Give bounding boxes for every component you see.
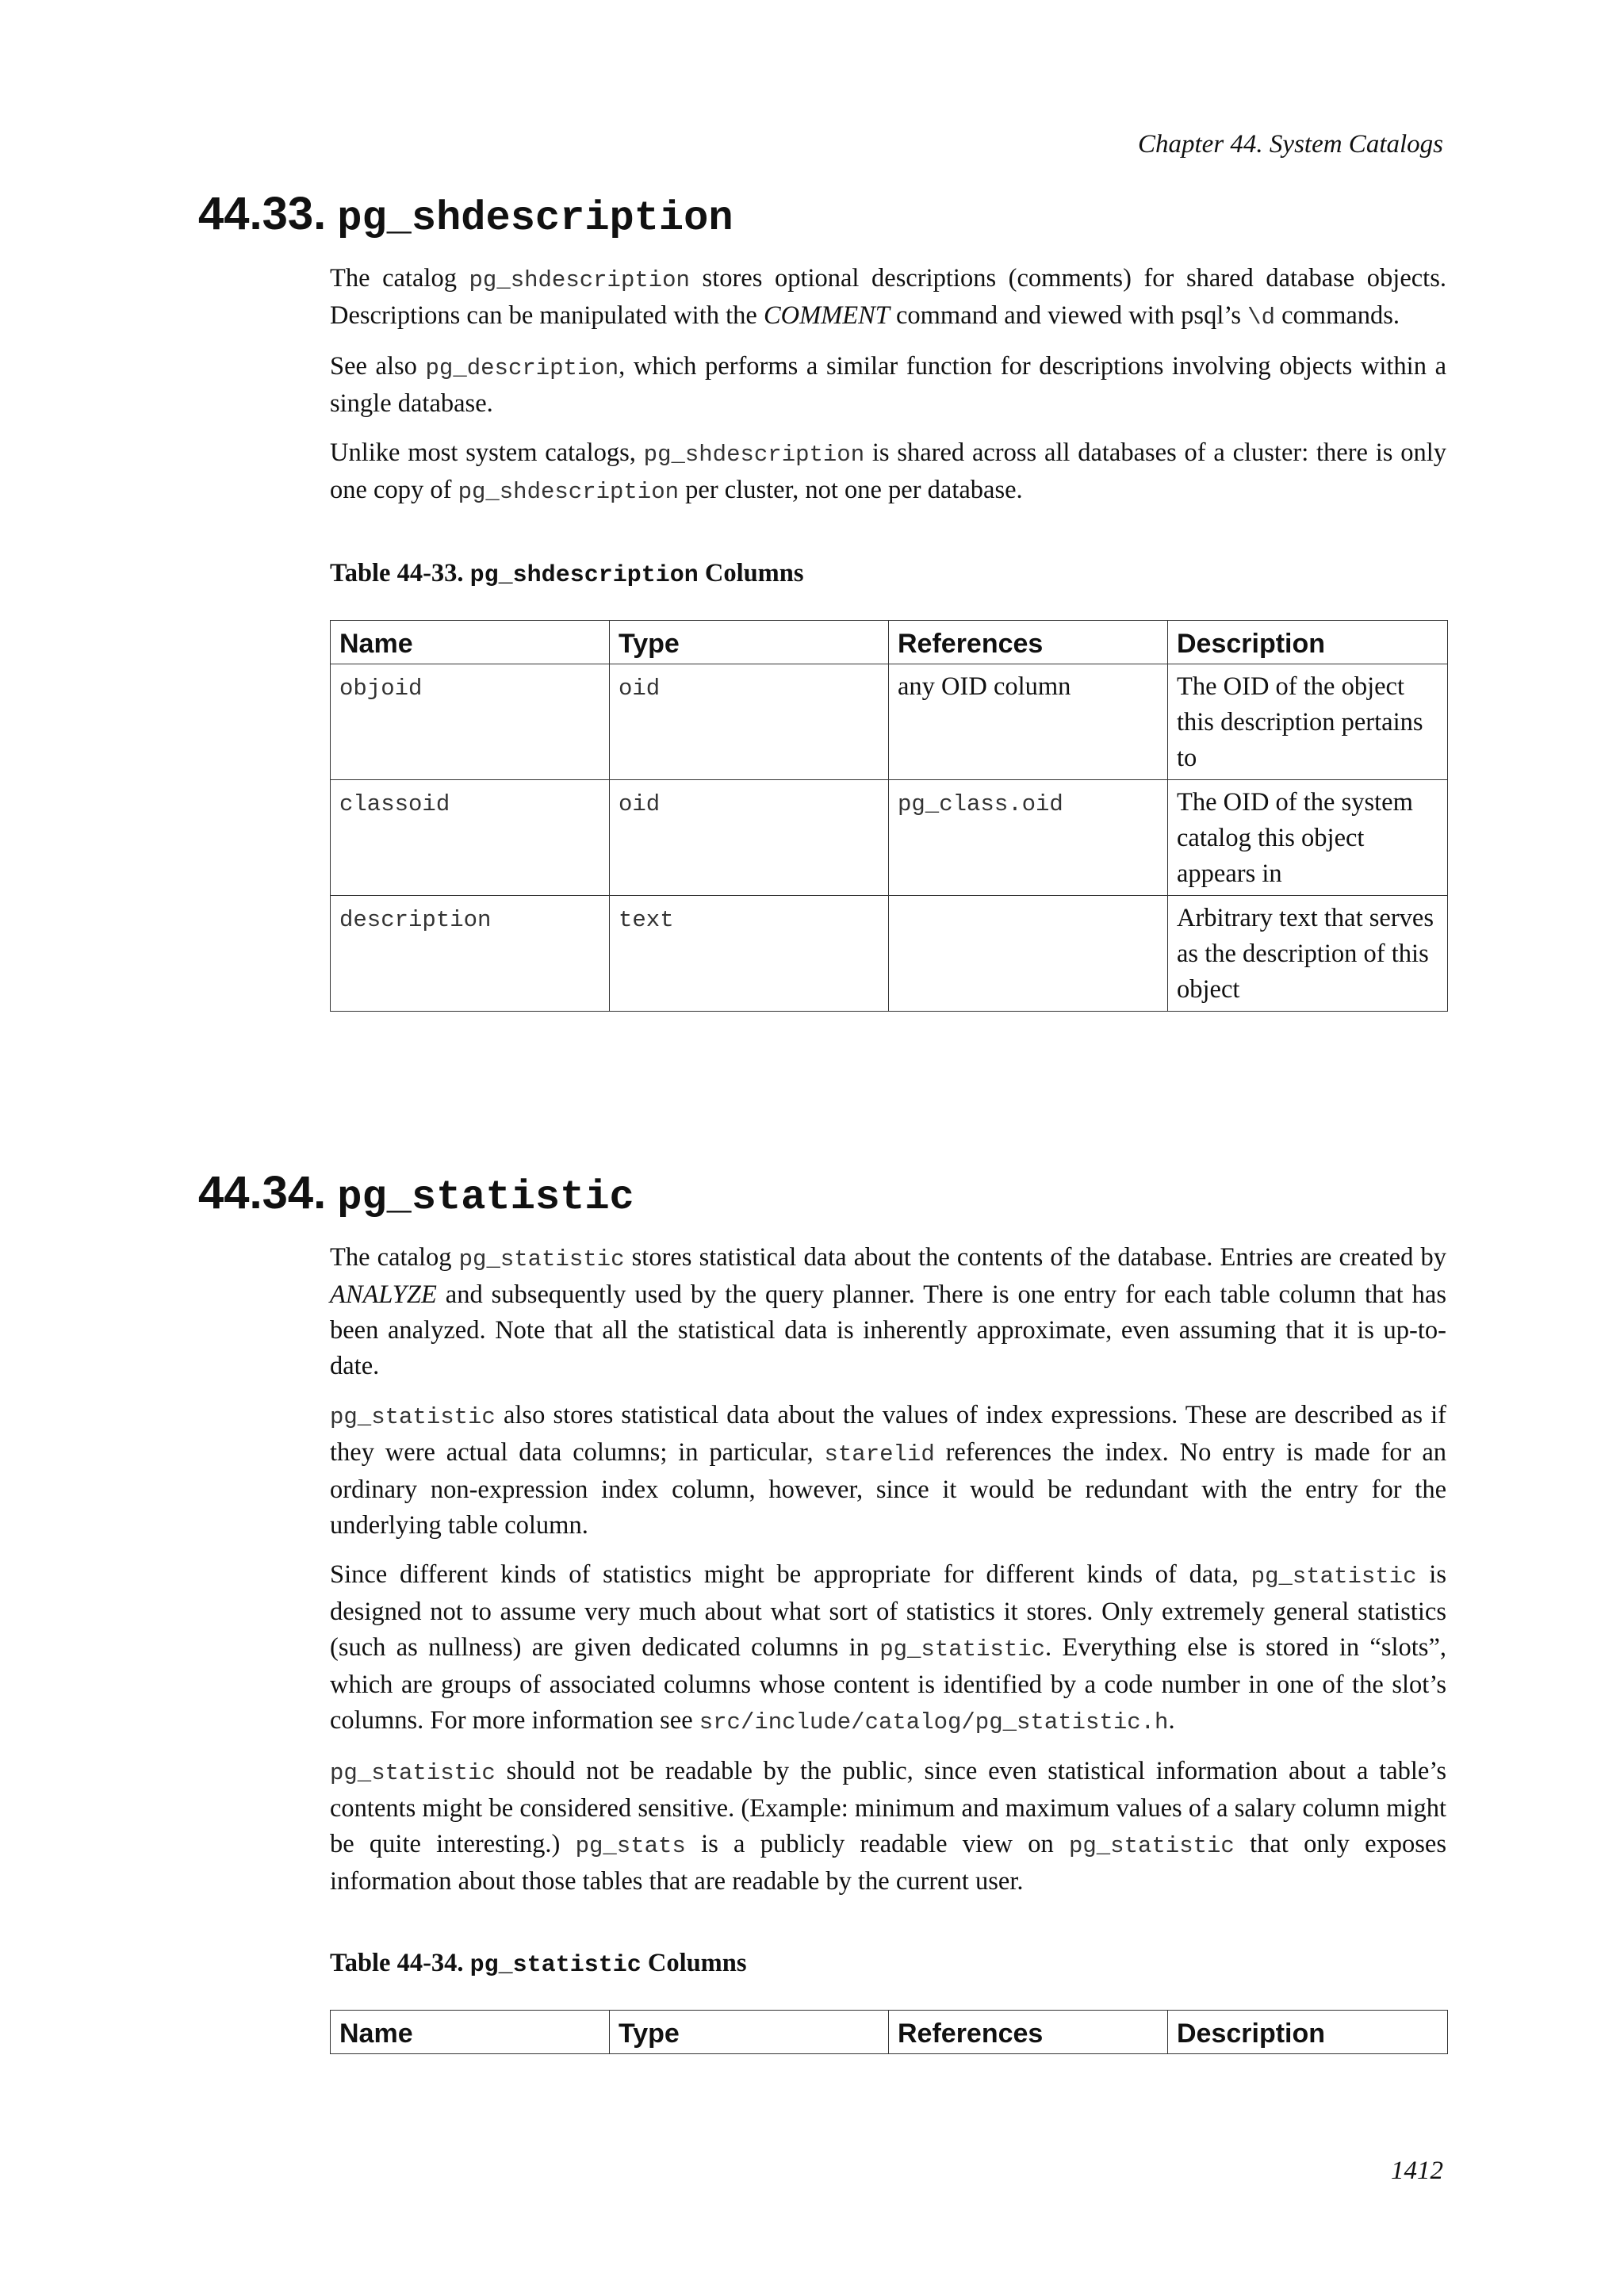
table-label: Table 44-33.	[330, 559, 464, 587]
inline-code: pg_shdescription	[469, 267, 690, 293]
paragraph	[330, 1240, 1446, 1384]
paragraph	[330, 1557, 1446, 1740]
inline-code: pg_statistic	[458, 1246, 625, 1272]
cell-description: Arbitrary text that serves as the description of this object	[1168, 896, 1448, 1012]
section-title: pg_shdescription	[337, 195, 733, 242]
columns-table	[330, 2010, 1448, 2054]
text-run: Unlike most system catalogs,	[330, 438, 644, 467]
cell-description: The OID of the system catalog this object appears in	[1168, 780, 1448, 896]
command-name: COMMENT	[763, 301, 890, 330]
running-header: Chapter 44. System Catalogs	[1138, 130, 1443, 159]
cell-description: The OID of the object this description pertains to	[1168, 664, 1448, 780]
table-caption	[330, 1947, 1446, 1981]
table-name: pg_shdescription	[469, 562, 699, 589]
table-header-row	[331, 2011, 1448, 2054]
inline-code: pg_statistic	[1068, 1833, 1235, 1859]
table-suffix: Columns	[704, 559, 804, 587]
paragraph	[330, 435, 1446, 510]
section-body	[330, 261, 1446, 1012]
text-run: command and viewed with psql’s	[889, 301, 1248, 330]
inline-code: starelid	[824, 1441, 935, 1468]
column-name: objoid	[339, 675, 423, 702]
inline-code: pg_statistic	[330, 1404, 496, 1430]
text-run: also stores statistical data about the values of index expressions. These are described as if they were actual data columns; in particular,	[330, 1401, 1446, 1467]
page-number: 1412	[1391, 2156, 1443, 2185]
header-name: Name	[331, 2011, 610, 2054]
header-type: Type	[610, 621, 889, 664]
cell-references	[889, 896, 1168, 1012]
text-run: , which performs a similar function for descriptions involving objects within a single database.	[330, 352, 1446, 418]
text-run: commands.	[1274, 301, 1400, 330]
cell-references	[889, 664, 1168, 780]
column-type: text	[619, 907, 674, 933]
table-suffix: Columns	[647, 1949, 747, 1977]
table-caption	[330, 557, 1446, 591]
column-type: oid	[619, 791, 661, 817]
section-number: 44.34.	[198, 1167, 327, 1219]
section-paragraphs	[330, 261, 1446, 510]
text-run: references the index. No entry is made for an ordinary non-expression index column, however, since it would be redundant with the entry for the underlying table column.	[330, 1438, 1446, 1540]
cell-references	[889, 780, 1168, 896]
inline-code: pg_shdescription	[458, 479, 680, 505]
paragraph	[330, 1398, 1446, 1544]
column-references: pg_class.oid	[898, 791, 1063, 817]
cell-type	[610, 896, 889, 1012]
text-run: stores statistical data about the contents of the database. Entries are created by	[624, 1243, 1446, 1272]
column-type: oid	[619, 675, 661, 702]
columns-table	[330, 620, 1448, 1012]
inline-code: pg_statistic	[879, 1636, 1046, 1663]
text-run: and subsequently used by the query planner. There is one entry for each table column that has been analyzed. Note that all the statistical data is inherently approximate, even assuming that it is up-to-date.	[330, 1280, 1446, 1380]
text-run: that only exposes information about those tables that are readable by the current user.	[330, 1830, 1446, 1896]
text-run: is designed not to assume very much about what sort of statistics it stores. Only extremely general statistics (such as nullness) are given dedicated columns in	[330, 1560, 1446, 1662]
table-label: Table 44-34.	[330, 1949, 464, 1977]
inline-code: pg_description	[425, 355, 619, 381]
table-body	[331, 664, 1448, 1012]
table-name: pg_statistic	[469, 1952, 642, 1979]
text-run: should not be readable by the public, since even statistical information about a table’s contents might be considered sensitive. (Example: minimum and maximum values of a salary column might be quite interesting.)	[330, 1757, 1446, 1858]
text-run: per cluster, not one per database.	[679, 476, 1023, 504]
cell-type	[610, 780, 889, 896]
header-references: References	[889, 2011, 1168, 2054]
column-name: description	[339, 907, 492, 933]
text-run: is shared across all databases of a cluster: there is only one copy of	[330, 438, 1446, 504]
column-references: any OID column	[898, 672, 1071, 701]
paragraph	[330, 261, 1446, 335]
text-run: is a publicly readable view on	[685, 1830, 1069, 1858]
cell-name	[331, 780, 610, 896]
header-description: Description	[1168, 2011, 1448, 2054]
inline-code: pg_statistic	[330, 1760, 496, 1786]
cell-name	[331, 664, 610, 780]
section-number: 44.33.	[198, 188, 327, 239]
inline-code: pg_statistic	[1251, 1563, 1417, 1590]
command-name: ANALYZE	[330, 1280, 437, 1309]
text-run: Since different kinds of statistics might be appropriate for different kinds of data,	[330, 1560, 1251, 1589]
text-run: The catalog	[330, 1243, 459, 1272]
inline-code: pg_shdescription	[643, 442, 865, 468]
text-run: stores optional descriptions (comments) for shared database objects. Descriptions can be manipulated with the	[330, 264, 1446, 330]
paragraph	[330, 349, 1446, 422]
section-paragraphs	[330, 1240, 1446, 1900]
paragraph	[330, 1754, 1446, 1900]
inline-code: \d	[1247, 304, 1275, 331]
table-row	[331, 664, 1448, 780]
text-run: .	[1168, 1706, 1175, 1735]
header-references: References	[889, 621, 1168, 664]
inline-code: src/include/catalog/pg_statistic.h	[699, 1709, 1169, 1735]
text-run: . Everything else is stored in “slots”, which are groups of associated columns whose content is identified by a code number in one of the slot’s columns. For more information see	[330, 1633, 1446, 1735]
cell-type	[610, 664, 889, 780]
header-name: Name	[331, 621, 610, 664]
cell-name	[331, 896, 610, 1012]
column-name: classoid	[339, 791, 450, 817]
table-row	[331, 896, 1448, 1012]
text-run: The catalog	[330, 264, 469, 293]
section-body	[330, 1240, 1446, 2054]
section-heading	[198, 189, 733, 246]
inline-code: pg_stats	[575, 1833, 686, 1859]
text-run: See also	[330, 352, 426, 381]
table-row	[331, 780, 1448, 896]
header-description: Description	[1168, 621, 1448, 664]
header-type: Type	[610, 2011, 889, 2054]
table-header-row	[331, 621, 1448, 664]
section-title: pg_statistic	[337, 1174, 634, 1221]
section-heading	[198, 1168, 634, 1225]
